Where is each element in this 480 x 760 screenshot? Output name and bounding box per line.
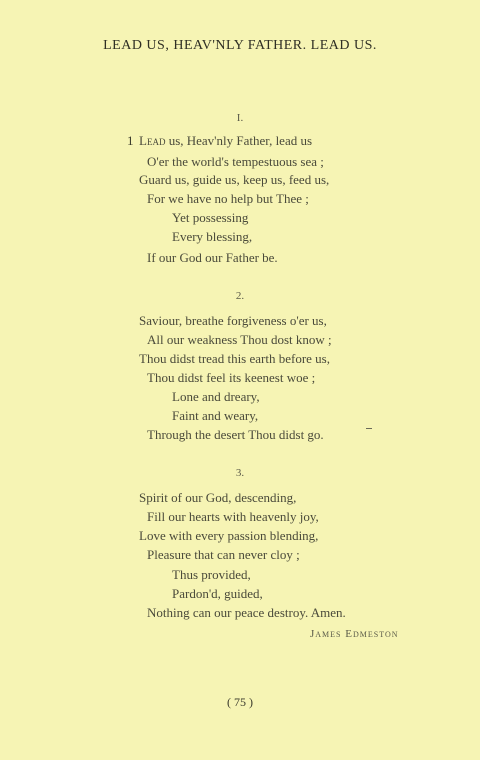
stanza-line: Guard us, guide us, keep us, feed us, bbox=[139, 172, 330, 187]
stanza-line: All our weakness Thou dost know ; bbox=[147, 332, 332, 347]
stanza-line: Saviour, breathe forgiveness o'er us, bbox=[139, 313, 327, 328]
stanza-line: For we have no help but Thee ; bbox=[147, 191, 309, 206]
stanza-line: Lone and dreary, bbox=[172, 389, 260, 404]
stanza-number: I. bbox=[236, 112, 244, 124]
hymn-title: LEAD US, HEAV'NLY FATHER. LEAD US. bbox=[103, 38, 377, 53]
stanza-line: Thus provided, bbox=[172, 567, 251, 582]
stanza-line: Every blessing, bbox=[172, 229, 253, 244]
stanza-line: If our God our Father be. bbox=[147, 250, 278, 265]
stanza-line: Lead us, Heav'nly Father, lead us bbox=[139, 133, 313, 148]
stanza-line: Thou didst feel its keenest woe ; bbox=[147, 370, 316, 385]
stanza-number: 3. bbox=[235, 467, 245, 479]
stanza-line: O'er the world's tempestuous sea ; bbox=[147, 154, 324, 169]
stanza-line: Faint and weary, bbox=[172, 408, 259, 423]
stanza-line: Love with every passion blending, bbox=[139, 528, 319, 543]
first-line-number: 1 bbox=[127, 133, 134, 148]
stanza-line: Yet possessing bbox=[172, 210, 249, 225]
stanza-line: Nothing can our peace destroy. Amen. bbox=[147, 605, 346, 620]
author-attribution: James Edmeston bbox=[310, 628, 399, 640]
stanza-number: 2. bbox=[235, 290, 245, 302]
page-number: ( 75 ) bbox=[227, 695, 253, 709]
stanza-line: Fill our hearts with heavenly joy, bbox=[147, 509, 319, 524]
stanza-line: Thou didst tread this earth before us, bbox=[139, 351, 330, 366]
stanza-line: Through the desert Thou didst go. bbox=[147, 427, 324, 442]
stanza-line: Pleasure that can never cloy ; bbox=[147, 547, 300, 562]
stanza-line: Pardon'd, guided, bbox=[172, 586, 263, 601]
margin-dash bbox=[366, 428, 372, 429]
stanza-line: Spirit of our God, descending, bbox=[139, 490, 297, 505]
